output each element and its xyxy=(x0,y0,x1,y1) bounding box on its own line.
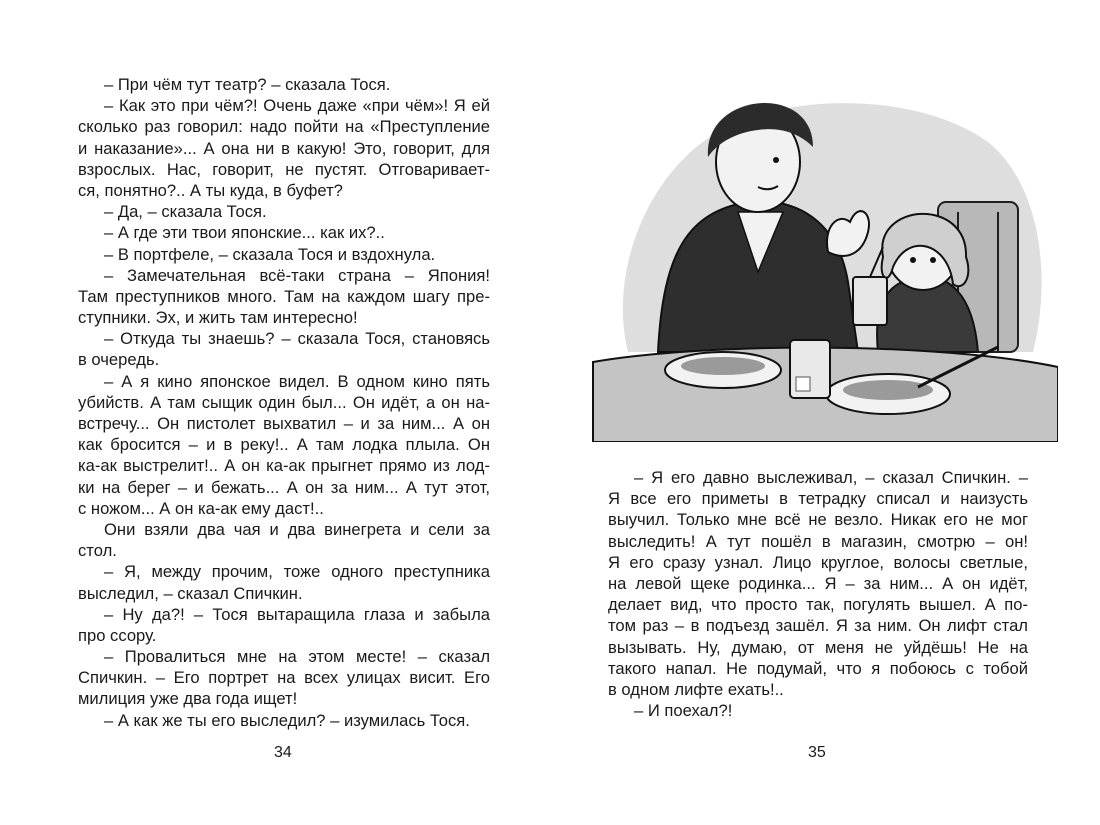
left-page-text xyxy=(78,74,490,731)
text-line: Я его сразу узнал. Лицо круглое, волосы светлые, xyxy=(608,552,1028,572)
text-line: милиция уже два года ищет! xyxy=(78,689,298,709)
text-line: ка-ак выстрелит!.. А он ка-ак прыгнет прямо из лод- xyxy=(78,456,490,476)
text-line: Они взяли два чая и два винегрета и сели за xyxy=(104,519,490,539)
text-line: убийств. А там сыщик один был... Он идёт, а он на- xyxy=(78,392,490,412)
text-line: про ссору. xyxy=(78,625,157,645)
text-line: ся, понятно?.. А ты куда, в буфет? xyxy=(78,180,343,200)
left-page-number: 34 xyxy=(274,744,292,761)
text-line: – А я кино японское видел. В одном кино пять xyxy=(104,371,490,391)
text-line: Там преступников много. Там на каждом шагу пре- xyxy=(78,286,490,306)
text-line: том раз – в подъезд зашёл. Я за ним. Он лифт стал xyxy=(608,616,1028,636)
text-line: – А как же ты его выследил? – изумилась Тося. xyxy=(104,710,470,730)
glass-held xyxy=(853,277,887,325)
text-line: Спичкин. – Его портрет на всех улицах висит. Его xyxy=(78,668,490,688)
text-line: – А где эти твои японские... как их?.. xyxy=(104,223,385,243)
text-line: – Провалиться мне на этом месте! – сказал xyxy=(104,647,490,667)
text-line: выследить! А тут пошёл в магазин, смотрю – он! xyxy=(608,531,1028,551)
text-line: как бросится – и в реку!.. А там лодка плыла. Он xyxy=(78,435,490,455)
text-line: выследил, – сказал Спичкин. xyxy=(78,583,303,603)
text-line: – Я, между прочим, тоже одного преступника xyxy=(104,562,490,582)
text-line: взрослых. Нас, говорит, не пустят. Отговаривает- xyxy=(78,159,490,179)
right-page-text xyxy=(608,467,1028,721)
text-line: – Откуда ты знаешь? – сказала Тося, становясь xyxy=(104,329,490,349)
text-line: такого напал. Не подумай, что я побоюсь с тобой xyxy=(608,658,1028,678)
illustration-boy-and-girl-at-table-icon xyxy=(588,52,1058,442)
text-line: с ножом... А он ка-ак ему даст!.. xyxy=(78,498,324,518)
text-line: – В портфеле, – сказала Тося и вздохнула. xyxy=(104,244,436,264)
text-line: Я все его приметы в тетрадку списал и наизусть xyxy=(608,489,1028,509)
text-line: – Как это при чём?! Очень даже «при чём»! Я ей xyxy=(104,96,490,116)
text-line: – Замечательная всё-таки страна – Япония! xyxy=(104,265,490,285)
text-line: встречу... Он пистолет выхватил – и за ним... А он xyxy=(78,414,490,433)
text-line: – Я его давно выслеживал, – сказал Спичкин. – xyxy=(634,468,1028,487)
text-line: выучил. Только мне всё не везло. Никак его не мог xyxy=(608,510,1028,530)
text-line: и наказание»... А она ни в какую! Это, говорит, для xyxy=(78,138,490,158)
text-line: – При чём тут театр? – сказала Тося. xyxy=(104,75,391,94)
text-line: – Ну да?! – Тося вытаращила глаза и забыла xyxy=(104,604,490,624)
text-line: вызывать. Ну, думаю, от меня не уйдёшь! Не на xyxy=(608,637,1028,657)
text-line: делает вид, что просто так, погулять вышел. А по- xyxy=(608,595,1028,615)
right-page-number: 35 xyxy=(808,744,826,761)
text-line: стол. xyxy=(78,541,117,561)
text-line: ступники. Эх, и жить там интересно! xyxy=(78,308,358,328)
text-line: в очередь. xyxy=(78,350,160,370)
text-line: сколько раз говорил: надо пойти на «Преступление xyxy=(78,117,490,137)
text-line: – И поехал?! xyxy=(634,701,733,721)
text-line: – Да, – сказала Тося. xyxy=(104,202,267,222)
text-line: на левой щеке родинка... Я – за ним... А он идёт, xyxy=(608,573,1028,593)
right-page xyxy=(550,0,1100,825)
text-line: ки на берег – и бежать... А он за ним... А тут этот, xyxy=(78,477,490,497)
text-line: в одном лифте ехать!.. xyxy=(608,679,784,699)
